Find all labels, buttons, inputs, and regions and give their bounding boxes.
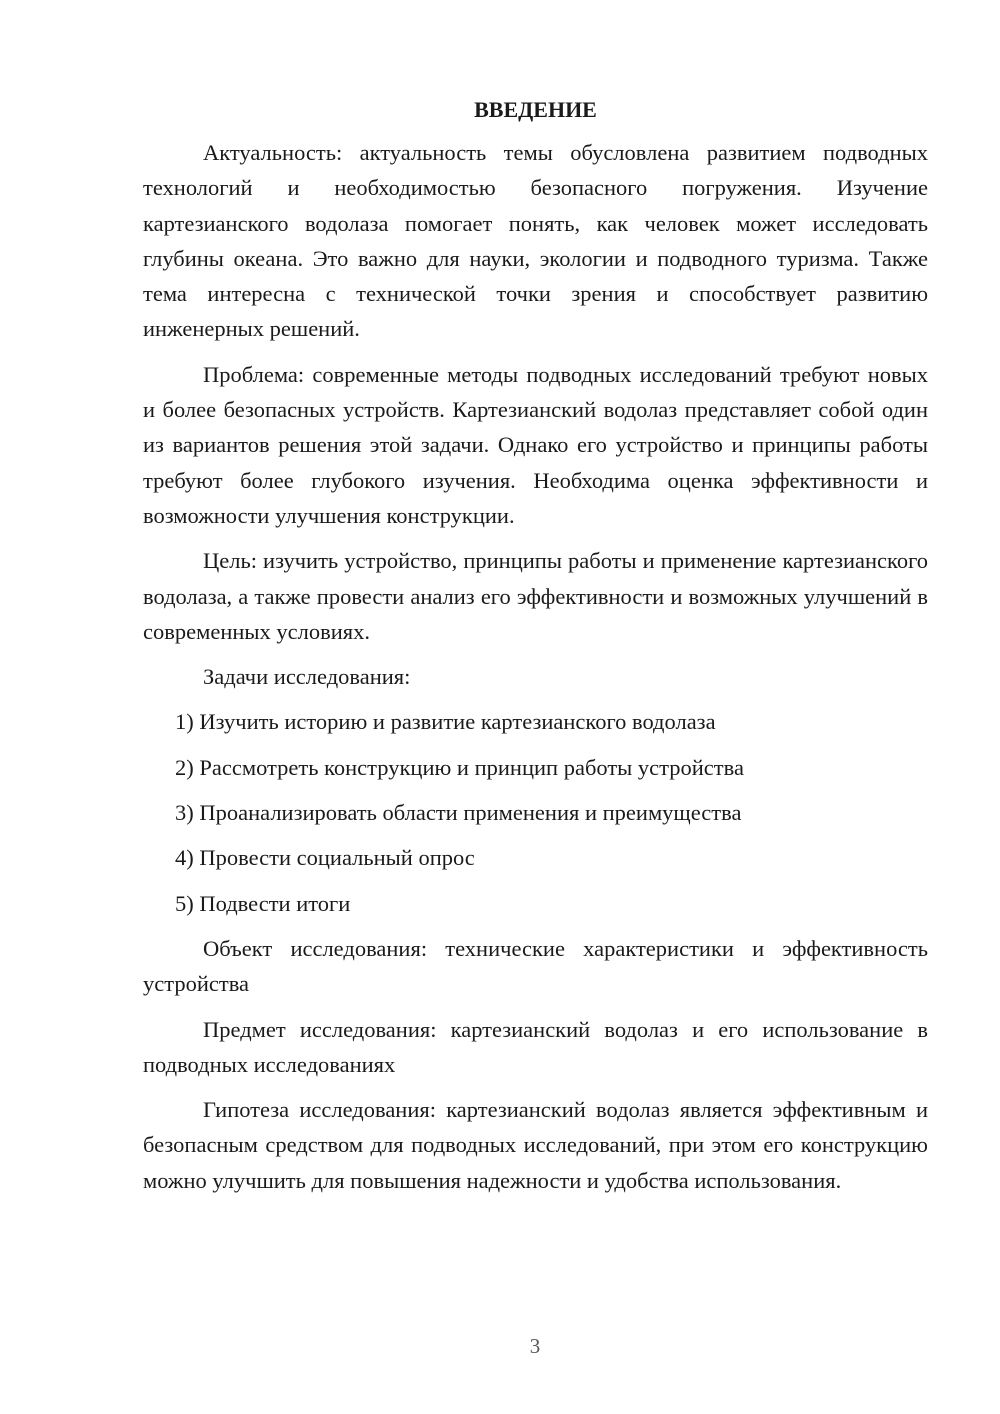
- tasks-list: [143, 704, 928, 920]
- list-item: 3) Проанализировать области применения и преимущества: [175, 800, 742, 826]
- page-title: ВВЕДЕНИЕ: [474, 97, 597, 122]
- paragraph-subject: Предмет исследования: картезианский водолаз и его использование в подводных исследованиях: [143, 1016, 928, 1077]
- paragraph-problem: Проблема: современные методы подводных исследований требуют новых и более безопасных устройств. Картезианский водолаз представляет собой один из вариантов решения этой задачи. Однако его устройство и принципы работы требуют более глубокого изучения. Необходима оценка эффективности и возможности улучшения конструкции.: [143, 361, 928, 528]
- document-page: [143, 95, 928, 1208]
- paragraph-relevance: Актуальность: актуальность темы обусловлена развитием подводных технологий и необходимостью безопасного погружения. Изучение картезианского водолаза помогает понять, как человек может исследовать глубины океана. Это важно для науки, экологии и подводного туризма. Также тема интересна с технической точки зрения и способствует развитию инженерных решений.: [143, 140, 928, 342]
- list-item: 4) Провести социальный опрос: [175, 845, 475, 871]
- list-item: 2) Рассмотреть конструкцию и принцип работы устройства: [175, 754, 744, 780]
- list-item: 5) Подвести итоги: [175, 890, 351, 916]
- list-item: 1) Изучить историю и развитие картезианского водолаза: [175, 709, 716, 735]
- paragraph-goal: Цель: изучить устройство, принципы работы и применение картезианского водолаза, а также провести анализ его эффективности и возможных улучшений в современных условиях.: [143, 548, 928, 644]
- paragraph-object: Объект исследования: технические характеристики и эффективность устройства: [143, 935, 928, 997]
- tasks-heading: Задачи исследования:: [203, 664, 411, 690]
- paragraph-hypothesis: Гипотеза исследования: картезианский водолаз является эффективным и безопасным средством для подводных исследований, при этом его конструкцию можно улучшить для повышения надежности и удобства использования.: [143, 1097, 928, 1193]
- page-number: 3: [529, 1334, 541, 1358]
